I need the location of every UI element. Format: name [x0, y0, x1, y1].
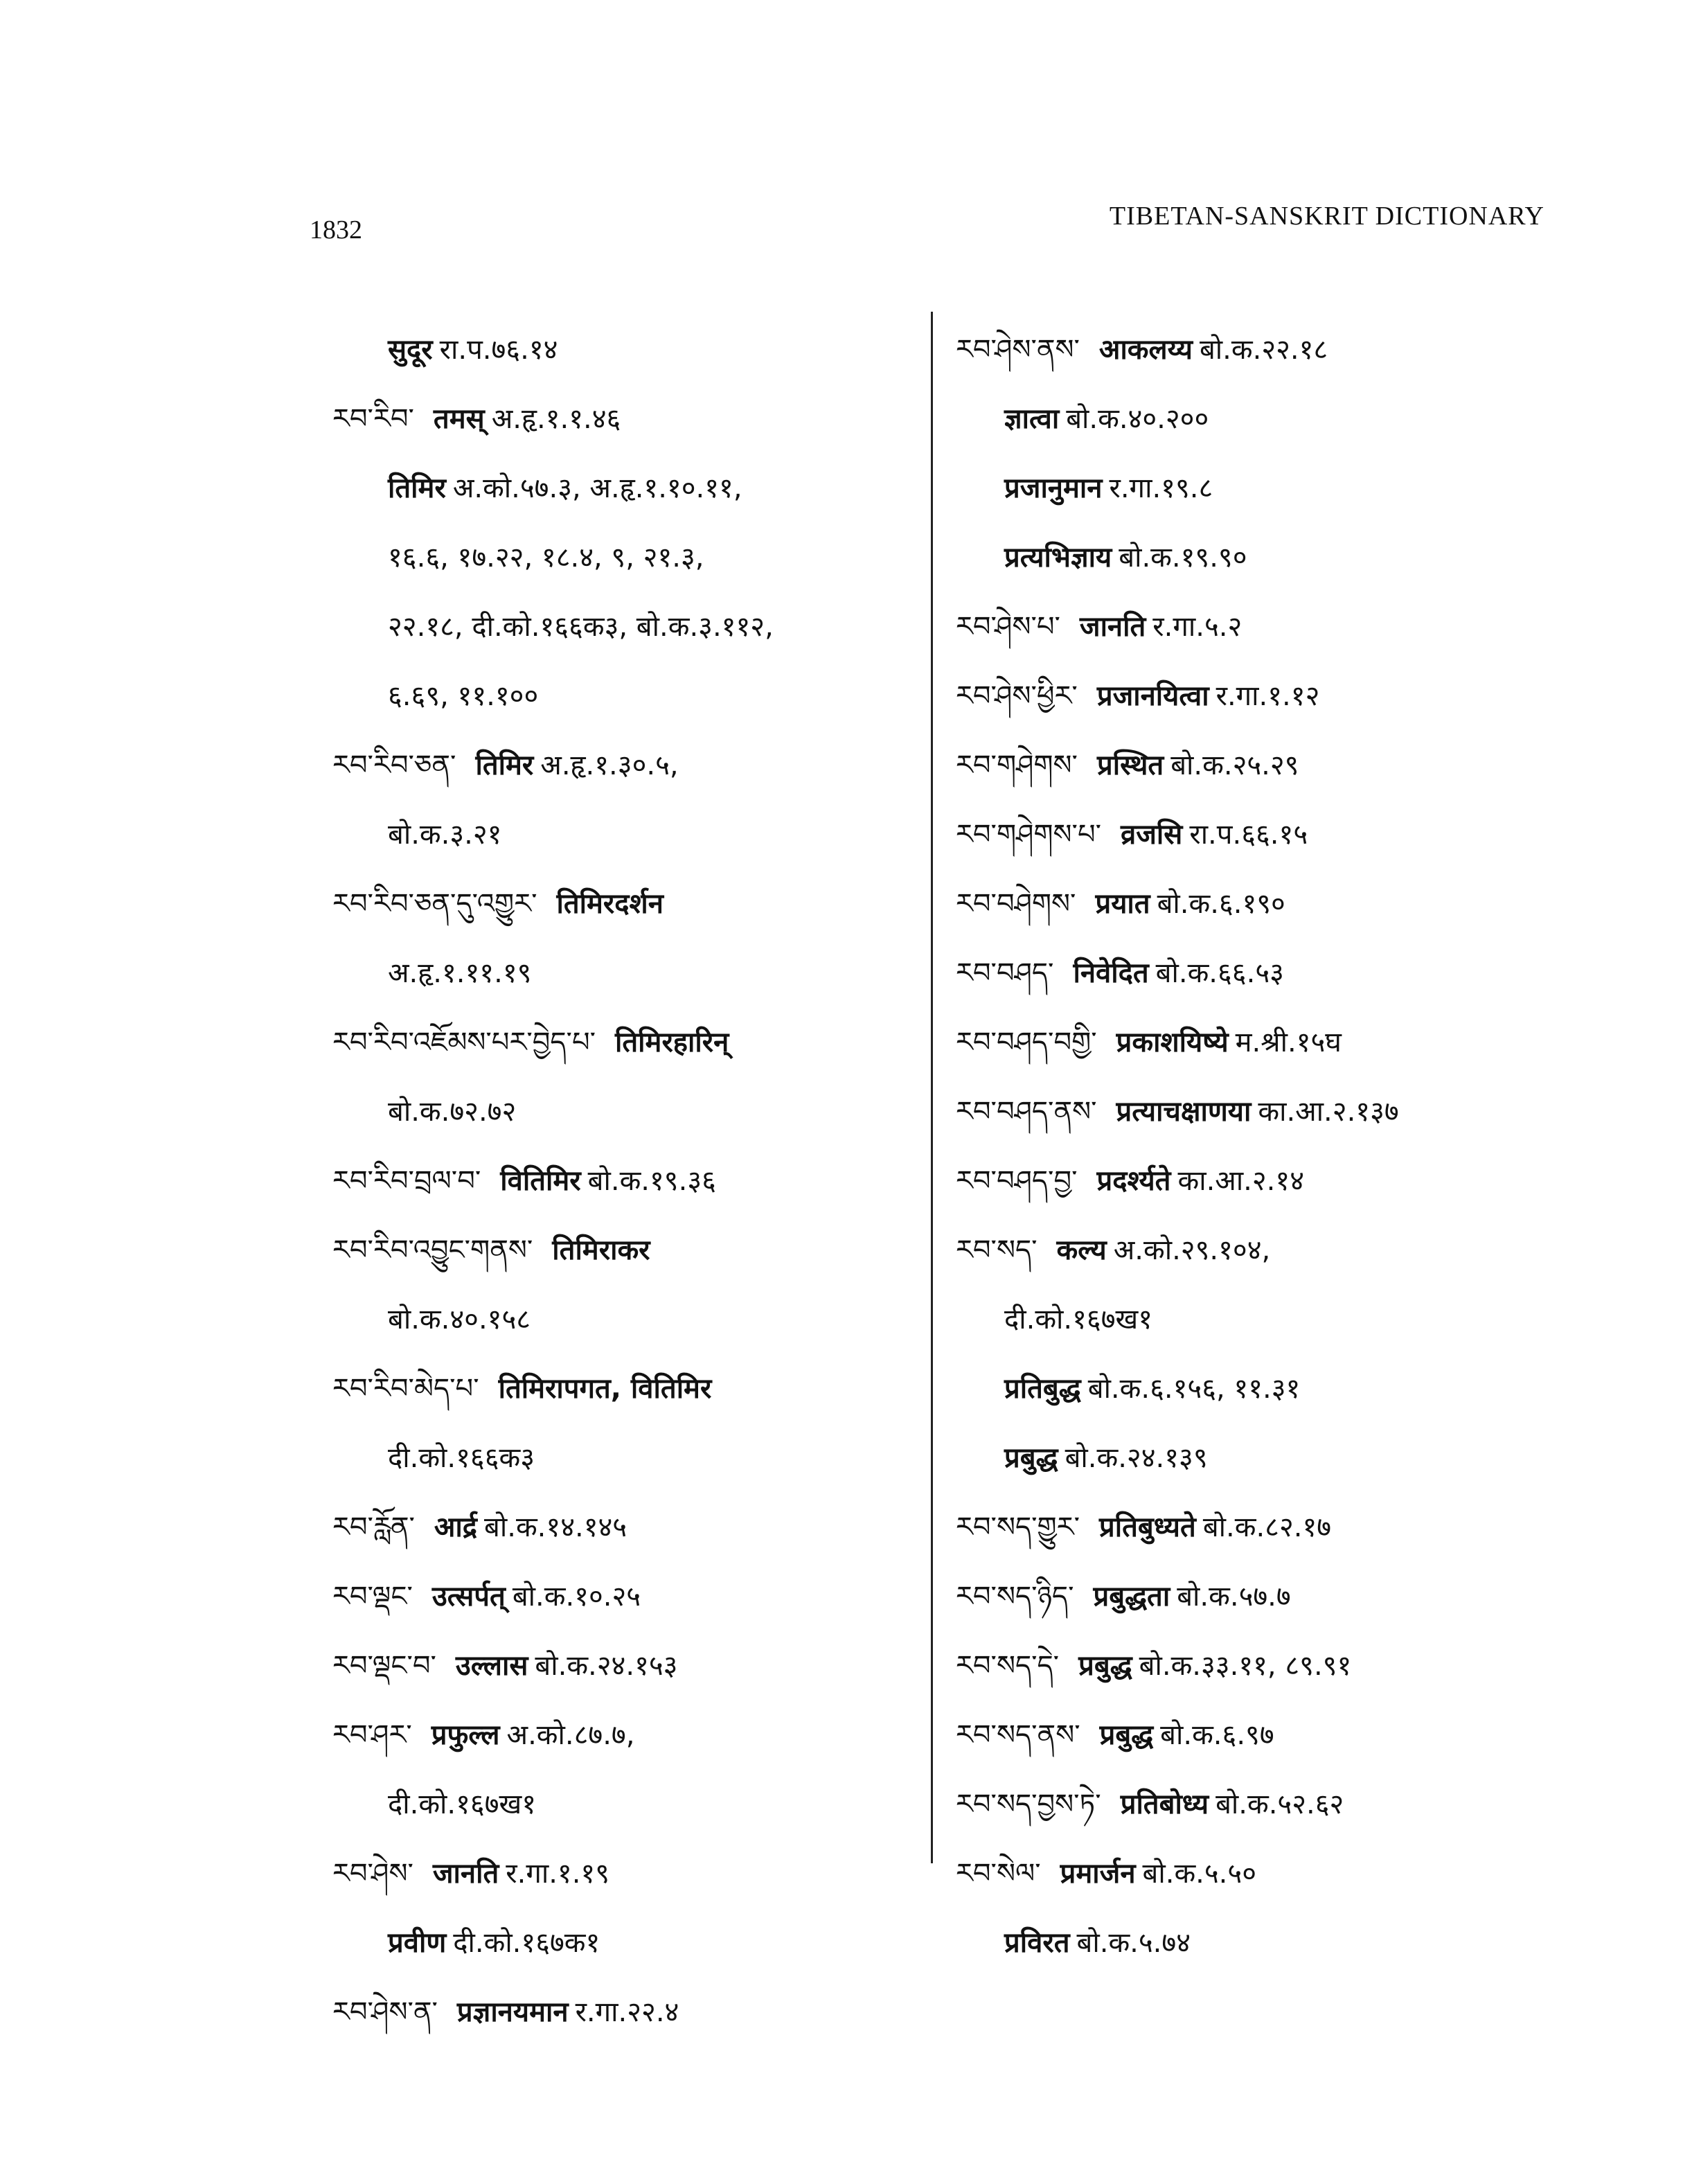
dictionary-sub-line: [956, 523, 1648, 592]
tibetan-headword: རབ་སད་: [956, 1234, 1037, 1266]
dictionary-entry-line: [956, 315, 1648, 384]
sanskrit-equivalent: प्रत्याचक्षाणया: [1116, 1096, 1252, 1128]
tibetan-headword: རབ་རིབ་བྲལ་བ་: [332, 1165, 481, 1197]
tibetan-headword: རབ་ཤེས་ཕྱིར་: [956, 680, 1078, 712]
sanskrit-equivalent: प्रबुद्ध: [1004, 1442, 1058, 1474]
sanskrit-equivalent: सुदूर: [388, 334, 433, 366]
source-reference: का.आ.२.१४: [1177, 1165, 1304, 1197]
source-reference: बो.क.१०.२५: [512, 1581, 641, 1613]
sanskrit-equivalent: प्रतिबुद्ध: [1004, 1373, 1081, 1405]
tibetan-headword: རབ་སད་གྱུར་: [956, 1511, 1080, 1543]
source-reference: बो.क.६.९७: [1160, 1719, 1274, 1751]
source-reference: बो.क.६६.५३: [1155, 957, 1284, 989]
source-reference: बो.क.४०.२००: [1066, 403, 1209, 435]
dictionary-entry-line: [956, 1631, 1648, 1701]
source-reference: र.गा.१.१२: [1215, 680, 1320, 712]
dictionary-sub-line: [956, 384, 1648, 454]
tibetan-headword: རབ་ལྡང་: [332, 1581, 413, 1613]
dictionary-entry-line: [332, 1146, 900, 1216]
source-reference: अ.को.८७.७,: [506, 1719, 635, 1751]
source-reference: दी.को.१६७ख१: [1004, 1304, 1153, 1335]
source-reference: म.श्री.१५घ: [1235, 1027, 1342, 1058]
tibetan-headword: རབ་བཤད་བགྱི་: [956, 1027, 1097, 1058]
tibetan-headword: རབ་སད་ནས་: [956, 1719, 1080, 1751]
sanskrit-equivalent: तिमिर: [388, 472, 446, 504]
left-column: [332, 315, 900, 2047]
sanskrit-equivalent: प्रबुद्ध: [1099, 1719, 1154, 1751]
source-reference: ६.६९, ११.१००: [388, 680, 539, 712]
dictionary-entry-line: [332, 1493, 900, 1562]
dictionary-sub-line: [956, 1423, 1648, 1493]
source-reference: अ.हृ.१.११.१९: [388, 957, 532, 989]
source-reference: अ.को.२९.१०४,: [1113, 1234, 1271, 1266]
sanskrit-equivalent: जानति: [432, 1858, 499, 1890]
source-reference: बो.क.६.१९०: [1157, 888, 1285, 920]
dictionary-entry-line: [332, 1978, 900, 2047]
dictionary-entry-line: [956, 662, 1648, 731]
source-reference: २२.१८, दी.को.१६६क३, बो.क.३.११२,: [388, 611, 774, 643]
tibetan-headword: རབ་བཤེགས་: [956, 888, 1076, 920]
dictionary-entry-line: [956, 592, 1648, 662]
tibetan-headword: རབ་སེལ་: [956, 1858, 1041, 1890]
sanskrit-equivalent: प्रफुल्ल: [431, 1719, 500, 1751]
sanskrit-equivalent: प्रजानयित्वा: [1096, 680, 1209, 712]
tibetan-headword: རབ་རིབ་ཅན་: [332, 749, 456, 781]
dictionary-entry-line: [332, 1631, 900, 1701]
dictionary-sub-line: [332, 454, 900, 523]
dictionary-cont-line: [332, 939, 900, 1008]
tibetan-headword: རབ་བཤད་བྱ་: [956, 1165, 1078, 1197]
source-reference: रा.प.७६.१४: [439, 334, 558, 366]
source-reference: बो.क.५.७४: [1076, 1927, 1191, 1959]
tibetan-headword: རབ་སད་བྱས་ཏེ་: [956, 1788, 1101, 1820]
dictionary-entry-line: [332, 1839, 900, 1908]
sanskrit-equivalent: कल्य: [1056, 1234, 1107, 1266]
sanskrit-equivalent: प्रयात: [1095, 888, 1150, 920]
source-reference: र.गा.२२.४: [575, 1996, 679, 2028]
tibetan-headword: རབ་ཤེས་: [332, 1858, 413, 1890]
dictionary-entry-line: [332, 731, 900, 800]
sanskrit-equivalent: तिमिराकर: [552, 1234, 650, 1266]
right-column: [956, 315, 1648, 1978]
column-divider: [931, 312, 933, 1863]
dictionary-entry-line: [956, 1146, 1648, 1216]
sanskrit-equivalent: प्रतिबुध्यते: [1099, 1511, 1196, 1543]
source-reference: बो.क.४०.१५८: [388, 1304, 531, 1335]
tibetan-headword: རབ་སད་ཉིད་: [956, 1581, 1074, 1613]
tibetan-headword: རབ་རིབ་ཅན་དུ་འགྱུར་: [332, 888, 537, 920]
tibetan-headword: རབ་རིབ་: [332, 403, 414, 435]
dictionary-entry-line: [956, 1562, 1648, 1631]
dictionary-sub-line: [332, 315, 900, 384]
sanskrit-equivalent: उत्सर्पत्: [431, 1581, 506, 1613]
source-reference: दी.को.१६७क१: [453, 1927, 600, 1959]
dictionary-entry-line: [956, 1701, 1648, 1770]
tibetan-headword: རབ་རིབ་མེད་པ་: [332, 1373, 479, 1405]
tibetan-headword: རབ་སད་དེ་: [956, 1650, 1060, 1682]
source-reference: बो.क.५७.७: [1177, 1581, 1291, 1613]
source-reference: बो.क.२४.१३९: [1065, 1442, 1208, 1474]
source-reference: बो.क.६.१५६, ११.३१: [1087, 1373, 1301, 1405]
source-reference: बो.क.५.५०: [1142, 1858, 1256, 1890]
tibetan-headword: རབ་རློན་: [332, 1511, 415, 1543]
sanskrit-equivalent: तमस्: [433, 403, 485, 435]
source-reference: बो.क.१४.१४५: [484, 1511, 627, 1543]
sanskrit-equivalent: प्रबुद्ध: [1078, 1650, 1132, 1682]
sanskrit-equivalent: आकलय्य: [1098, 334, 1193, 366]
dictionary-entry-line: [332, 1216, 900, 1285]
source-reference: १६.६, १७.२२, १८.४, ९, २१.३,: [388, 542, 704, 574]
dictionary-cont-line: [332, 1285, 900, 1354]
sanskrit-equivalent: आर्द्र: [434, 1511, 478, 1543]
source-reference: अ.हृ.१.३०.५,: [540, 749, 679, 781]
tibetan-headword: རབ་གཤེགས་: [956, 749, 1078, 781]
tibetan-headword: རབ་རིབ་འཇོམས་པར་བྱེད་པ་: [332, 1027, 596, 1058]
source-reference: बो.क.२५.२९: [1170, 749, 1299, 781]
sanskrit-equivalent: निवेदित: [1073, 957, 1149, 989]
tibetan-headword: རབ་བཤད་ནས་: [956, 1096, 1097, 1128]
sanskrit-equivalent: प्रमार्जन: [1060, 1858, 1136, 1890]
dictionary-entry-line: [956, 1493, 1648, 1562]
dictionary-entry-line: [332, 869, 900, 939]
sanskrit-equivalent: प्रबुद्धता: [1093, 1581, 1170, 1613]
dictionary-entry-line: [332, 384, 900, 454]
source-reference: र.गा.१.१९: [506, 1858, 610, 1890]
page-number: 1832: [310, 215, 362, 245]
source-reference: र.गा.५.२: [1152, 611, 1243, 643]
source-reference: बो.क.१९.३६: [587, 1165, 716, 1197]
dictionary-entry-line: [332, 1008, 900, 1077]
tibetan-headword: རབ་ལྡང་བ་: [332, 1650, 436, 1682]
dictionary-sub-line: [332, 1908, 900, 1978]
sanskrit-equivalent: प्रकाशयिष्ये: [1116, 1027, 1229, 1058]
sanskrit-equivalent: प्रविरत: [1004, 1927, 1070, 1959]
source-reference: बो.क.३३.११, ८९.९१: [1139, 1650, 1352, 1682]
tibetan-headword: རབ་ཤེས་ནས་: [956, 334, 1080, 366]
source-reference: र.गा.१९.८: [1109, 472, 1213, 504]
tibetan-headword: རབ་རིབ་འབྱུང་གནས་: [332, 1234, 533, 1266]
sanskrit-equivalent: प्रजानुमान: [1004, 472, 1103, 504]
source-reference: दी.को.१६६क३: [388, 1442, 535, 1474]
source-reference: बो.क.१९.९०: [1119, 542, 1247, 574]
dictionary-entry-line: [956, 869, 1648, 939]
source-reference: अ.को.५७.३, अ.हृ.१.१०.११,: [452, 472, 742, 504]
dictionary-sub-line: [956, 454, 1648, 523]
source-reference: दी.को.१६७ख१: [388, 1788, 537, 1820]
running-head: TIBETAN-SANSKRIT DICTIONARY: [1109, 202, 1544, 231]
dictionary-entry-line: [956, 1839, 1648, 1908]
sanskrit-equivalent: प्रवीण: [388, 1927, 447, 1959]
dictionary-entry-line: [332, 1354, 900, 1423]
sanskrit-equivalent: प्रस्थित: [1096, 749, 1164, 781]
dictionary-cont-line: [332, 1770, 900, 1839]
sanskrit-equivalent: जानति: [1079, 611, 1146, 643]
dictionary-cont-line: [956, 1285, 1648, 1354]
sanskrit-equivalent: तिमिरदर्शन: [556, 888, 664, 920]
dictionary-cont-line: [332, 592, 900, 662]
source-reference: रा.प.६६.१५: [1189, 819, 1308, 851]
source-reference: बो.क.३.२१: [388, 819, 502, 851]
sanskrit-equivalent: ज्ञात्वा: [1004, 403, 1060, 435]
dictionary-cont-line: [332, 1077, 900, 1146]
sanskrit-equivalent: वितिमिर: [500, 1165, 581, 1197]
dictionary-entry-line: [332, 1562, 900, 1631]
sanskrit-equivalent: प्रदर्श्यते: [1096, 1165, 1171, 1197]
dictionary-sub-line: [956, 1354, 1648, 1423]
sanskrit-equivalent: प्रतिबोध्य: [1120, 1788, 1209, 1820]
dictionary-cont-line: [332, 662, 900, 731]
source-reference: का.आ.२.१३७: [1258, 1096, 1399, 1128]
sanskrit-equivalent: व्रजसि: [1121, 819, 1183, 851]
dictionary-entry-line: [956, 1077, 1648, 1146]
dictionary-entry-line: [956, 1216, 1648, 1285]
tibetan-headword: རབ་བཤད་: [956, 957, 1054, 989]
sanskrit-equivalent: तिमिरापगत, वितिमिर: [498, 1373, 712, 1405]
dictionary-entry-line: [956, 800, 1648, 869]
sanskrit-equivalent: प्रत्यभिज्ञाय: [1004, 542, 1112, 574]
sanskrit-equivalent: उल्लास: [455, 1650, 528, 1682]
tibetan-headword: རབ་ཤར་: [332, 1719, 412, 1751]
dictionary-sub-line: [956, 1908, 1648, 1978]
source-reference: बो.क.८२.१७: [1202, 1511, 1332, 1543]
source-reference: बो.क.२४.१५३: [535, 1650, 678, 1682]
dictionary-entry-line: [956, 1770, 1648, 1839]
dictionary-cont-line: [332, 523, 900, 592]
dictionary-entry-line: [332, 1701, 900, 1770]
dictionary-cont-line: [332, 1423, 900, 1493]
dictionary-entry-line: [956, 731, 1648, 800]
tibetan-headword: རབ་ཤེས་པ་: [956, 611, 1060, 643]
tibetan-headword: རབ་གཤེགས་པ་: [956, 819, 1101, 851]
sanskrit-equivalent: तिमिर: [475, 749, 534, 781]
dictionary-cont-line: [332, 800, 900, 869]
sanskrit-equivalent: तिमिरहारिन्: [615, 1027, 729, 1058]
sanskrit-equivalent: प्रज्ञानयमान: [456, 1996, 569, 2028]
source-reference: बो.क.५२.६२: [1215, 1788, 1344, 1820]
source-reference: बो.क.२२.१८: [1199, 334, 1328, 366]
dictionary-entry-line: [956, 939, 1648, 1008]
dictionary-entry-line: [956, 1008, 1648, 1077]
source-reference: अ.हृ.१.१.४६: [491, 403, 621, 435]
source-reference: बो.क.७२.७२: [388, 1096, 517, 1128]
tibetan-headword: རབ་ཤེས་ན་: [332, 1996, 438, 2028]
